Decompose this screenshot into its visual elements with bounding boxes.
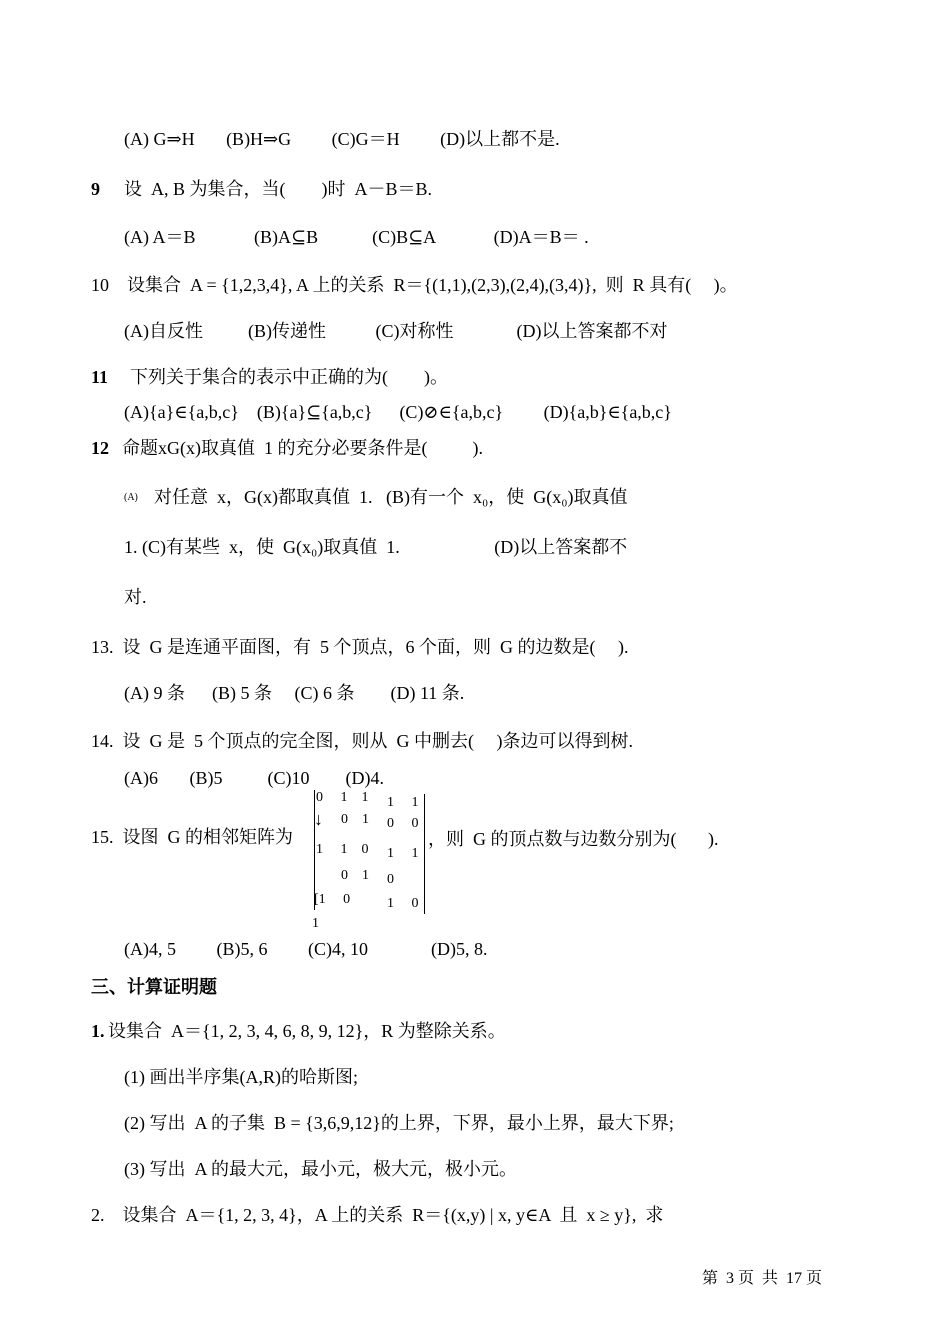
q12-text: 命题xG(x)取真值 1 的充分必要条件是( ). — [122, 438, 483, 458]
q15-text-after: ，则 G 的顶点数与边数分别为( ). — [428, 829, 719, 849]
q9-options: (A) A＝B (B)A⊆B (C)B⊆A (D)A＝B＝ . — [124, 227, 589, 247]
q9-text: 设 A, B 为集合，当( )时 A－B＝B. — [124, 179, 433, 199]
q11-text: 下列关于集合的表示中正确的为( )。 — [130, 367, 448, 387]
matrix-row-4b: 0 — [387, 872, 394, 887]
section-heading: 三、计算证明题 — [91, 977, 217, 997]
p1-number: 1. — [91, 1021, 105, 1041]
p1-part-2: (2) 写出 A 的子集 B = {3,6,9,12}的上界，下界，最小上界，最大下界; — [124, 1113, 674, 1133]
q15-options: (A)4, 5 (B)5, 6 (C)4, 10 (D)5, 8. — [124, 939, 488, 959]
q14-options: (A)6 (B)5 (C)10 (D)4. — [124, 768, 384, 788]
q8-options: (A) G⇒H (B)H⇒G (C)G＝H (D)以上都不是. — [124, 129, 560, 149]
q12-option-a-label: (A) — [124, 492, 138, 503]
matrix-row-1b: 1 1 — [387, 795, 419, 810]
q12-line-2: 1. (C)有某些 x，使 G(x₀)取真值 1. (D)以上答案都不 — [124, 537, 628, 557]
p1-part-1: (1) 画出半序集(A,R)的哈斯图; — [124, 1067, 358, 1087]
q13-text: 13. 设 G 是连通平面图，有 5 个顶点，6 个面，则 G 的边数是( ). — [91, 637, 629, 657]
matrix-row-1: 0 1 1 — [316, 790, 369, 805]
matrix-row-2: 0 1 — [341, 812, 369, 827]
p1-text: 设集合 A＝{1, 2, 3, 4, 6, 8, 9, 12}，R 为整除关系。 — [108, 1021, 506, 1041]
page-footer: 第 3 页 共 17 页 — [702, 1270, 823, 1287]
matrix-right-bracket — [424, 794, 425, 914]
matrix-row-5b: 1 0 — [387, 896, 419, 911]
matrix-row-2b: 0 0 — [387, 816, 419, 831]
q10-text: 10 设集合 A = {1,2,3,4}, A 上的关系 R＝{(1,1),(2,3),(2,4),(3,4)}, 则 R 具有( )。 — [91, 275, 738, 295]
down-arrow-icon: ↓ — [314, 809, 323, 829]
matrix-row-3b: 1 1 — [387, 846, 419, 861]
matrix-row-4: 0 1 — [341, 868, 369, 883]
q12-number: 12 — [91, 438, 109, 458]
q12-line-1: 对任意 x，G(x)都取真值 1. (B)有一个 x₀，使 G(x₀)取真值 — [154, 487, 628, 507]
q11-number: 11 — [91, 367, 109, 387]
q15-text-before: 15. 设图 G 的相邻矩阵为 — [91, 827, 293, 847]
q10-options: (A)自反性 (B)传递性 (C)对称性 (D)以上答案都不对 — [124, 321, 668, 341]
matrix-tail: 1 — [312, 916, 319, 931]
q13-options: (A) 9 条 (B) 5 条 (C) 6 条 (D) 11 条. — [124, 683, 465, 703]
q9-number: 9 — [91, 179, 100, 199]
q14-text: 14. 设 G 是 5 个顶点的完全图，则从 G 中删去( )条边可以得到树. — [91, 731, 633, 751]
q12-line-3: 对. — [124, 587, 147, 607]
matrix-row-3: 1 1 0 — [316, 842, 369, 857]
p1-part-3: (3) 写出 A 的最大元，最小元，极大元，极小元。 — [124, 1159, 517, 1179]
matrix-row-5: [1 0 — [314, 892, 351, 907]
p2-text: 2. 设集合 A＝{1, 2, 3, 4}，A 上的关系 R＝{(x,y) | x, y∈A 且 x ≥ y}, 求 — [91, 1205, 664, 1225]
q11-options: (A){a}∈{a,b,c} (B){a}⊆{a,b,c} (C)⊘∈{a,b,c} (D){a,b}∈{a,b,c} — [124, 402, 672, 422]
adjacency-matrix — [310, 788, 430, 931]
